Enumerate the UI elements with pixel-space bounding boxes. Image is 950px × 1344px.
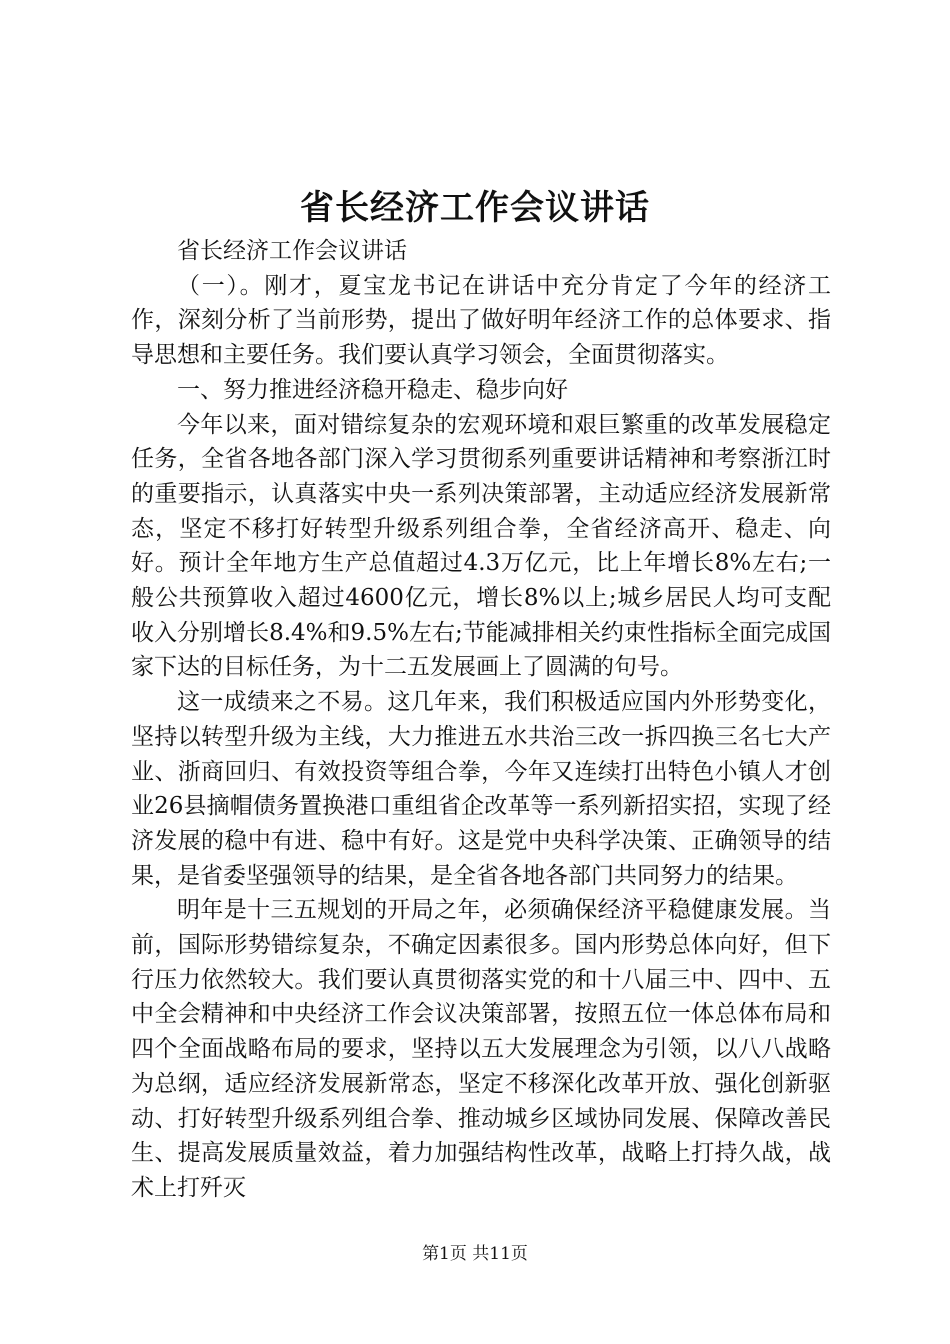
- paragraph-opening: （一）。刚才，夏宝龙书记在讲话中充分肯定了今年的经济工作，深刻分析了当前形势，提出了做好明年经济工作的总体要求、指导思想和主要任务。我们要认真学习领会，全面贯彻落实。: [131, 272, 831, 369]
- paragraph-next-year: 明年是十三五规划的开局之年，必须确保经济平稳健康发展。当前，国际形势错综复杂，不确定因素很多。国内形势总体向好，但下行压力依然较大。我们要认真贯彻落实党的和十八届三中、四中、五中全会精神和中央经济工作会议决策部署，按照五位一体总体布局和四个全面战略布局的要求，坚持以五大发展理念为引领，以八八战略为总纲，适应经济发展新常态，坚定不移深化改革开放、强化创新驱动、打好转型升级系列组合拳、推动城乡区域协同发展、保障改善民生、提高发展质量效益，着力加强结构性改革，战略上打持久战，战术上打歼灭: [131, 897, 831, 1201]
- paragraph-hard-won: 这一成绩来之不易。这几年来，我们积极适应国内外形势变化，坚持以转型升级为主线，大力推进五水共治三改一拆四换三名七大产业、浙商回归、有效投资等组合拳，今年又连续打出特色小镇人才创业26县摘帽债务置换港口重组省企改革等一系列新招实招，实现了经济发展的稳中有进、稳中有好。这是党中央科学决策、正确领导的结果，是省委坚强领导的结果，是全省各地各部门共同努力的结果。: [131, 689, 831, 889]
- document-title: 省长经济工作会议讲话: [300, 188, 650, 228]
- section-heading-1: 一、努力推进经济稳开稳走、稳步向好: [177, 376, 568, 403]
- paragraph-subtitle: 省长经济工作会议讲话: [177, 238, 407, 264]
- page-number: 第1页 共11页: [422, 1244, 528, 1264]
- paragraph-achievements: 今年以来，面对错综复杂的宏观环境和艰巨繁重的改革发展稳定任务，全省各地各部门深入学习贯彻系列重要讲话精神和考察浙江时的重要指示，认真落实中央一系列决策部署，主动适应经济发展新常态，坚定不移打好转型升级系列组合拳，全省经济高开、稳走、向好。预计全年地方生产总值超过4.3万亿元，比上年增长8%左右;一般公共预算收入超过4600亿元，增长8%以上;城乡居民人均可支配收入分别增长8.4%和9.5%左右;节能减排相关约束性指标全面完成国家下达的目标任务，为十二五发展画上了圆满的句号。: [131, 411, 831, 681]
- document-body: [131, 234, 831, 1206]
